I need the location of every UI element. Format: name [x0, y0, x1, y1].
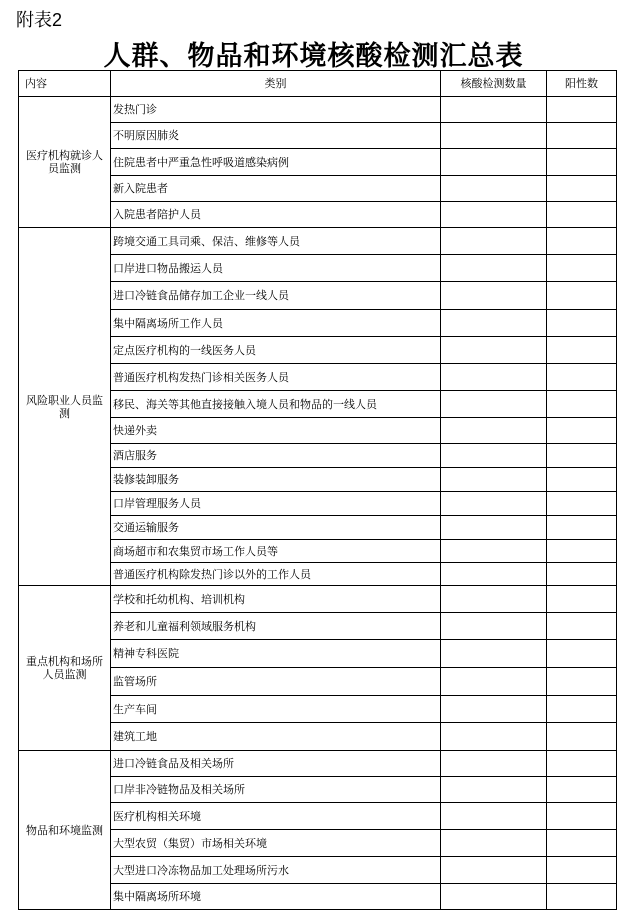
positive-count-cell[interactable]: [547, 540, 617, 563]
category-cell: 装修装卸服务: [111, 468, 441, 492]
category-cell: 进口冷链食品储存加工企业一线人员: [111, 282, 441, 310]
positive-count-cell[interactable]: [547, 830, 617, 857]
appendix-label: 附表2: [16, 10, 63, 30]
category-cell: 学校和托幼机构、培训机构: [111, 586, 441, 613]
test-count-cell[interactable]: [441, 830, 547, 857]
category-cell: 医疗机构相关环境: [111, 803, 441, 830]
positive-count-cell[interactable]: [547, 492, 617, 516]
test-count-cell[interactable]: [441, 516, 547, 540]
category-cell: 集中隔离场所环境: [111, 884, 441, 910]
positive-count-cell[interactable]: [547, 613, 617, 640]
test-count-cell[interactable]: [441, 803, 547, 830]
test-count-cell[interactable]: [441, 418, 547, 444]
category-cell: 普通医疗机构发热门诊相关医务人员: [111, 364, 441, 391]
category-cell: 生产车间: [111, 696, 441, 723]
positive-count-cell[interactable]: [547, 282, 617, 310]
positive-count-cell[interactable]: [547, 228, 617, 255]
test-count-cell[interactable]: [441, 563, 547, 586]
test-count-cell[interactable]: [441, 723, 547, 751]
test-count-cell[interactable]: [441, 468, 547, 492]
group-name-cell: 重点机构和场所人员监测: [19, 586, 111, 751]
category-cell: 不明原因肺炎: [111, 123, 441, 149]
positive-count-cell[interactable]: [547, 364, 617, 391]
category-cell: 新入院患者: [111, 176, 441, 202]
positive-count-cell[interactable]: [547, 668, 617, 696]
category-cell: 住院患者中严重急性呼吸道感染病例: [111, 149, 441, 176]
positive-count-cell[interactable]: [547, 418, 617, 444]
test-count-cell[interactable]: [441, 337, 547, 364]
category-cell: 跨境交通工具司乘、保洁、维修等人员: [111, 228, 441, 255]
test-count-cell[interactable]: [441, 444, 547, 468]
category-cell: 发热门诊: [111, 97, 441, 123]
positive-count-cell[interactable]: [547, 310, 617, 337]
category-cell: 口岸管理服务人员: [111, 492, 441, 516]
positive-count-cell[interactable]: [547, 884, 617, 910]
header-category: 类别: [111, 71, 441, 97]
category-cell: 快递外卖: [111, 418, 441, 444]
test-count-cell[interactable]: [441, 613, 547, 640]
positive-count-cell[interactable]: [547, 751, 617, 777]
test-count-cell[interactable]: [441, 364, 547, 391]
positive-count-cell[interactable]: [547, 444, 617, 468]
table-row: [19, 751, 617, 777]
test-count-cell[interactable]: [441, 696, 547, 723]
category-cell: 酒店服务: [111, 444, 441, 468]
category-cell: 进口冷链食品及相关场所: [111, 751, 441, 777]
test-count-cell[interactable]: [441, 123, 547, 149]
positive-count-cell[interactable]: [547, 149, 617, 176]
category-cell: 入院患者陪护人员: [111, 202, 441, 228]
test-count-cell[interactable]: [441, 884, 547, 910]
summary-table: [18, 70, 617, 910]
category-cell: 商场超市和农集贸市场工作人员等: [111, 540, 441, 563]
table-row: [19, 586, 617, 613]
positive-count-cell[interactable]: [547, 337, 617, 364]
test-count-cell[interactable]: [441, 97, 547, 123]
test-count-cell[interactable]: [441, 777, 547, 803]
test-count-cell[interactable]: [441, 492, 547, 516]
positive-count-cell[interactable]: [547, 586, 617, 613]
positive-count-cell[interactable]: [547, 176, 617, 202]
positive-count-cell[interactable]: [547, 696, 617, 723]
positive-count-cell[interactable]: [547, 723, 617, 751]
category-cell: 普通医疗机构除发热门诊以外的工作人员: [111, 563, 441, 586]
group-name-cell: 物品和环境监测: [19, 751, 111, 910]
category-cell: 交通运输服务: [111, 516, 441, 540]
positive-count-cell[interactable]: [547, 563, 617, 586]
category-cell: 养老和儿童福利领域服务机构: [111, 613, 441, 640]
table-row: [19, 228, 617, 255]
page-title: 人群、物品和环境核酸检测汇总表: [103, 41, 524, 72]
category-cell: 口岸非冷链物品及相关场所: [111, 777, 441, 803]
category-cell: 口岸进口物品搬运人员: [111, 255, 441, 282]
test-count-cell[interactable]: [441, 640, 547, 668]
positive-count-cell[interactable]: [547, 516, 617, 540]
test-count-cell[interactable]: [441, 540, 547, 563]
test-count-cell[interactable]: [441, 668, 547, 696]
test-count-cell[interactable]: [441, 149, 547, 176]
positive-count-cell[interactable]: [547, 857, 617, 884]
test-count-cell[interactable]: [441, 228, 547, 255]
group-name-cell: 风险职业人员监测: [19, 228, 111, 586]
test-count-cell[interactable]: [441, 310, 547, 337]
positive-count-cell[interactable]: [547, 640, 617, 668]
category-cell: 建筑工地: [111, 723, 441, 751]
header-positive-count: 阳性数: [547, 71, 617, 97]
test-count-cell[interactable]: [441, 255, 547, 282]
positive-count-cell[interactable]: [547, 255, 617, 282]
header-test-count: 核酸检测数量: [441, 71, 547, 97]
positive-count-cell[interactable]: [547, 123, 617, 149]
table-row: [19, 97, 617, 123]
positive-count-cell[interactable]: [547, 391, 617, 418]
category-cell: 精神专科医院: [111, 640, 441, 668]
positive-count-cell[interactable]: [547, 97, 617, 123]
category-cell: 定点医疗机构的一线医务人员: [111, 337, 441, 364]
category-cell: 集中隔离场所工作人员: [111, 310, 441, 337]
test-count-cell[interactable]: [441, 202, 547, 228]
table-body: [19, 97, 617, 910]
positive-count-cell[interactable]: [547, 777, 617, 803]
category-cell: 移民、海关等其他直接接触入境人员和物品的一线人员: [111, 391, 441, 418]
positive-count-cell[interactable]: [547, 803, 617, 830]
test-count-cell[interactable]: [441, 857, 547, 884]
group-name-cell: 医疗机构就诊人员监测: [19, 97, 111, 228]
category-cell: 大型进口冷冻物品加工处理场所污水: [111, 857, 441, 884]
category-cell: 监管场所: [111, 668, 441, 696]
test-count-cell[interactable]: [441, 391, 547, 418]
category-cell: 大型农贸（集贸）市场相关环境: [111, 830, 441, 857]
test-count-cell[interactable]: [441, 586, 547, 613]
test-count-cell[interactable]: [441, 176, 547, 202]
header-content: 内容: [19, 71, 111, 97]
positive-count-cell[interactable]: [547, 202, 617, 228]
test-count-cell[interactable]: [441, 751, 547, 777]
table-header-row: [19, 71, 617, 97]
positive-count-cell[interactable]: [547, 468, 617, 492]
test-count-cell[interactable]: [441, 282, 547, 310]
